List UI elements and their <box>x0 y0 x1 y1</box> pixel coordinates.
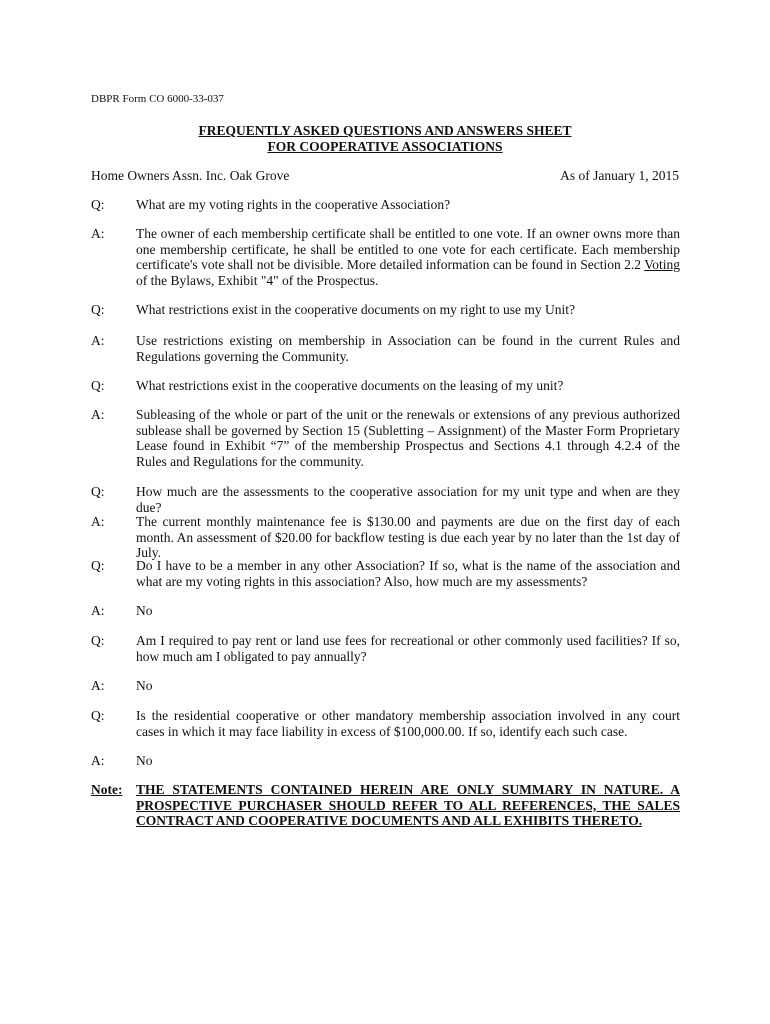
association-name: Home Owners Assn. Inc. Oak Grove <box>91 168 290 183</box>
form-id: DBPR Form CO 6000-33-037 <box>91 93 224 105</box>
answer-4 <box>91 514 680 561</box>
question-1 <box>91 197 680 213</box>
answer-text-part: The owner of each membership certificate shall be entitled to one vote. If an owner owns more than one membership certificate, he shall be entitled to one vote for each certificate. Each membership certificate's vote shall not be divisible. More detailed information can be found in Section 2.2 <box>136 226 680 273</box>
answer-label: A: <box>91 678 105 693</box>
answer-label: A: <box>91 514 105 529</box>
answer-text: Subleasing of the whole or part of the unit or the renewals or extensions of any previous authorized sublease shall be governed by Section 15 (Subletting – Assignment) of the Master Form Proprietary Lease found in Exhibit “7” of the membership Prospectus and Sections 4.1 through 4.2.4 of the Rules and Regulations for the community. <box>136 407 680 469</box>
as-of-date: As of January 1, 2015 <box>560 168 679 183</box>
question-label: Q: <box>91 558 105 573</box>
answer-label: A: <box>91 226 105 241</box>
question-text: Is the residential cooperative or other mandatory membership association involved in any court cases in which it may face liability in excess of $100,000.00. If so, identify each such case. <box>136 708 680 739</box>
document-title-line2: FOR COOPERATIVE ASSOCIATIONS <box>267 139 503 154</box>
question-text: How much are the assessments to the cooperative association for my unit type and when are they due? <box>136 484 680 515</box>
answer-1 <box>91 226 680 288</box>
answer-text: No <box>136 678 153 693</box>
question-2 <box>91 302 680 318</box>
answer-5 <box>91 603 680 619</box>
answer-text <box>136 226 680 288</box>
question-label: Q: <box>91 197 105 212</box>
question-4 <box>91 484 680 515</box>
disclaimer-note <box>91 782 680 829</box>
answer-text: Use restrictions existing on membership in Association can be found in the current Rules and Regulations governing the Community. <box>136 333 680 364</box>
answer-6 <box>91 678 680 694</box>
question-7 <box>91 708 680 739</box>
question-3 <box>91 378 680 394</box>
answer-label: A: <box>91 603 105 618</box>
note-label: Note: <box>91 782 123 797</box>
answer-text: The current monthly maintenance fee is $130.00 and payments are due on the first day of each month. An assessment of $20.00 for backflow testing is due each year by no later than the 1st day of July. <box>136 514 680 561</box>
note-text: THE STATEMENTS CONTAINED HEREIN ARE ONLY SUMMARY IN NATURE. A PROSPECTIVE PURCHASER SHOULD REFER TO ALL REFERENCES, THE SALES CONTRACT AND COOPERATIVE DOCUMENTS AND ALL EXHIBITS THERETO. <box>136 782 680 829</box>
answer-7 <box>91 753 680 769</box>
voting-reference: Voting <box>644 257 680 273</box>
question-text: What are my voting rights in the cooperative Association? <box>136 197 451 212</box>
question-5 <box>91 558 680 589</box>
question-label: Q: <box>91 378 105 393</box>
document-title-line1: FREQUENTLY ASKED QUESTIONS AND ANSWERS SHEET <box>198 123 572 138</box>
question-text: Do I have to be a member in any other Association? If so, what is the name of the association and what are my voting rights in this association? Also, how much are my assessments? <box>136 558 680 589</box>
question-text: What restrictions exist in the cooperative documents on my right to use my Unit? <box>136 302 576 317</box>
question-text: Am I required to pay rent or land use fees for recreational or other commonly used facilities? If so, how much am I obligated to pay annually? <box>136 633 680 664</box>
question-label: Q: <box>91 484 105 499</box>
question-label: Q: <box>91 633 105 648</box>
question-label: Q: <box>91 708 105 723</box>
answer-text-part: of the Bylaws, Exhibit "4" of the Prospectus. <box>136 272 379 288</box>
answer-label: A: <box>91 753 105 768</box>
question-6 <box>91 633 680 664</box>
answer-label: A: <box>91 333 105 348</box>
answer-text: No <box>136 753 153 768</box>
question-text: What restrictions exist in the cooperative documents on the leasing of my unit? <box>136 378 564 393</box>
question-label: Q: <box>91 302 105 317</box>
answer-3 <box>91 407 680 469</box>
answer-label: A: <box>91 407 105 422</box>
answer-text: No <box>136 603 153 618</box>
answer-2 <box>91 333 680 364</box>
